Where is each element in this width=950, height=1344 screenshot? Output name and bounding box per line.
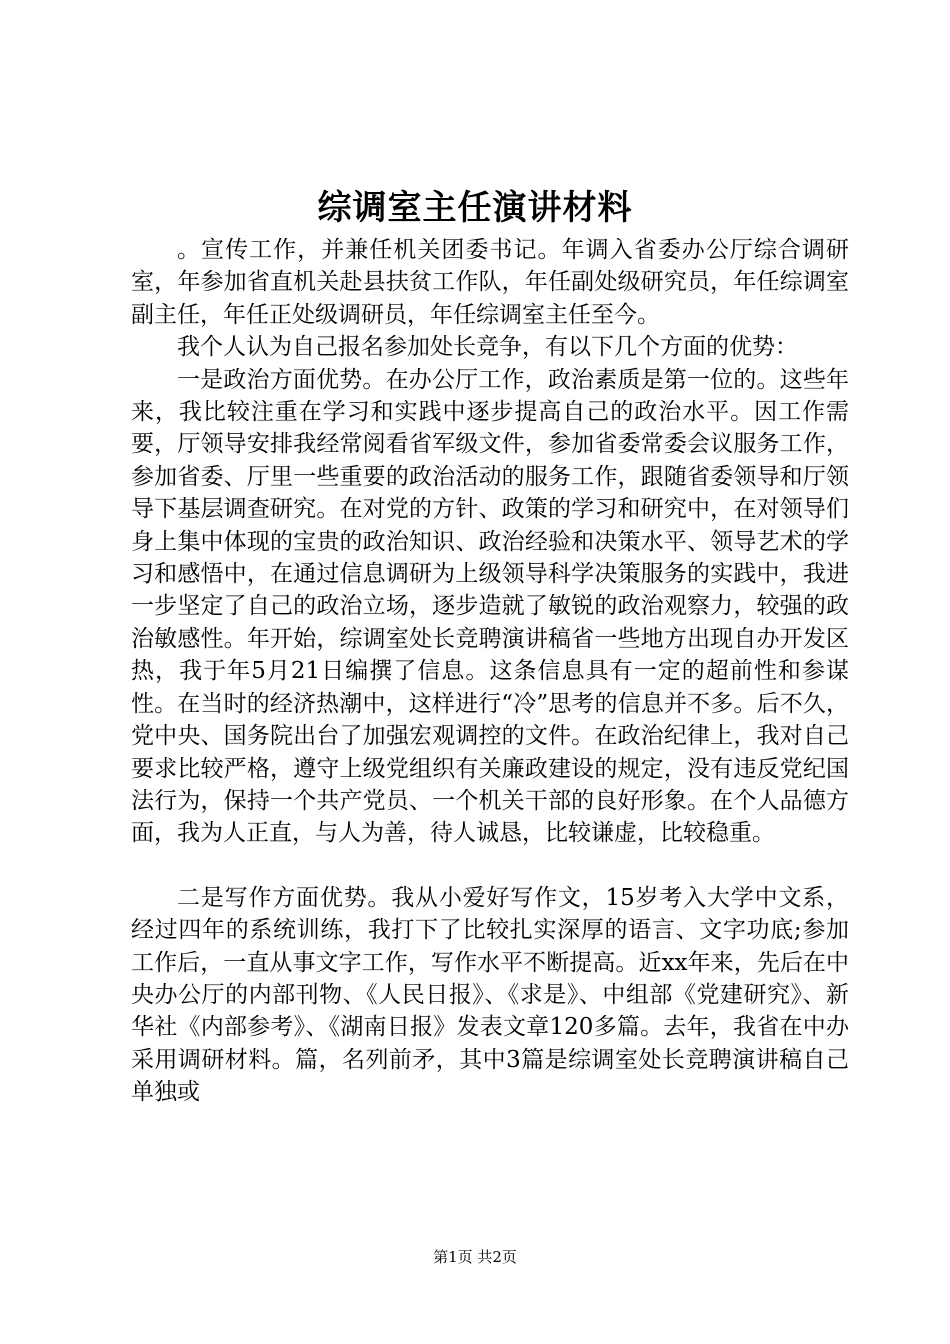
page-footer: 第1页 共2页 [433,1248,517,1266]
paragraph-advantages-lead: 我个人认为自己报名参加处长竞争，有以下几个方面的优势： [177,334,798,361]
paragraph-intro: 。宣传工作，并兼任机关团委书记。年调入省委办公厅综合调研室，年参加省直机关赴县扶贫工作队，年任副处级研究员，年任综调室副主任，年任正处级调研员，年任综调室主任至今。 [131,237,849,328]
document-title: 综调室主任演讲材料 [317,188,633,228]
paragraph-political-advantage: 一是政治方面优势。在办公厅工作，政治素质是第一位的。这些年来，我比较注重在学习和实践中逐步提高自己的政治水平。因工作需要，厅领导安排我经常阅看省军级文件，参加省委常委会议服务工作，参加省委、厅里一些重要的政治活动的服务工作，跟随省委领导和厅领导下基层调查研究。在对党的方针、政策的学习和研究中，在对领导们身上集中体现的宝贵的政治知识、政治经验和决策水平、领导艺术的学习和感悟中，在通过信息调研为上级领导科学决策服务的实践中，我进一步坚定了自己的政治立场，逐步造就了敏锐的政治观察力，较强的政治敏感性。年开始，综调室处长竞聘演讲稿省一些地方出现自办开发区热，我于年5月21日编撰了信息。这条信息具有一定的超前性和参谋性。在当时的经济热潮中，这样进行“冷”思考的信息并不多。后不久，党中央、国务院出台了加强宏观调控的文件。在政治纪律上，我对自己要求比较严格，遵守上级党组织有关廉政建设的规定，没有违反党纪国法行为，保持一个共产党员、一个机关干部的良好形象。在个人品德方面，我为人正直，与人为善，待人诚恳，比较谦虚，比较稳重。 [131,366,849,847]
paragraph-writing-advantage: 二是写作方面优势。我从小爱好写作文，15岁考入大学中文系，经过四年的系统训练，我打下了比较扎实深厚的语言、文字功底;参加工作后，一直从事文字工作，写作水平不断提高。近xx年来，先后在中央办公厅的内部刊物、《人民日报》、《求是》、中组部《党建研究》、新华社《内部参考》、《湖南日报》发表文章120多篇。去年，我省在中办采用调研材料。篇，名列前矛，其中3篇是综调室处长竞聘演讲稿自己单独或 [131,884,849,1106]
paragraph-gap [131,850,849,882]
document-body [131,234,849,1109]
